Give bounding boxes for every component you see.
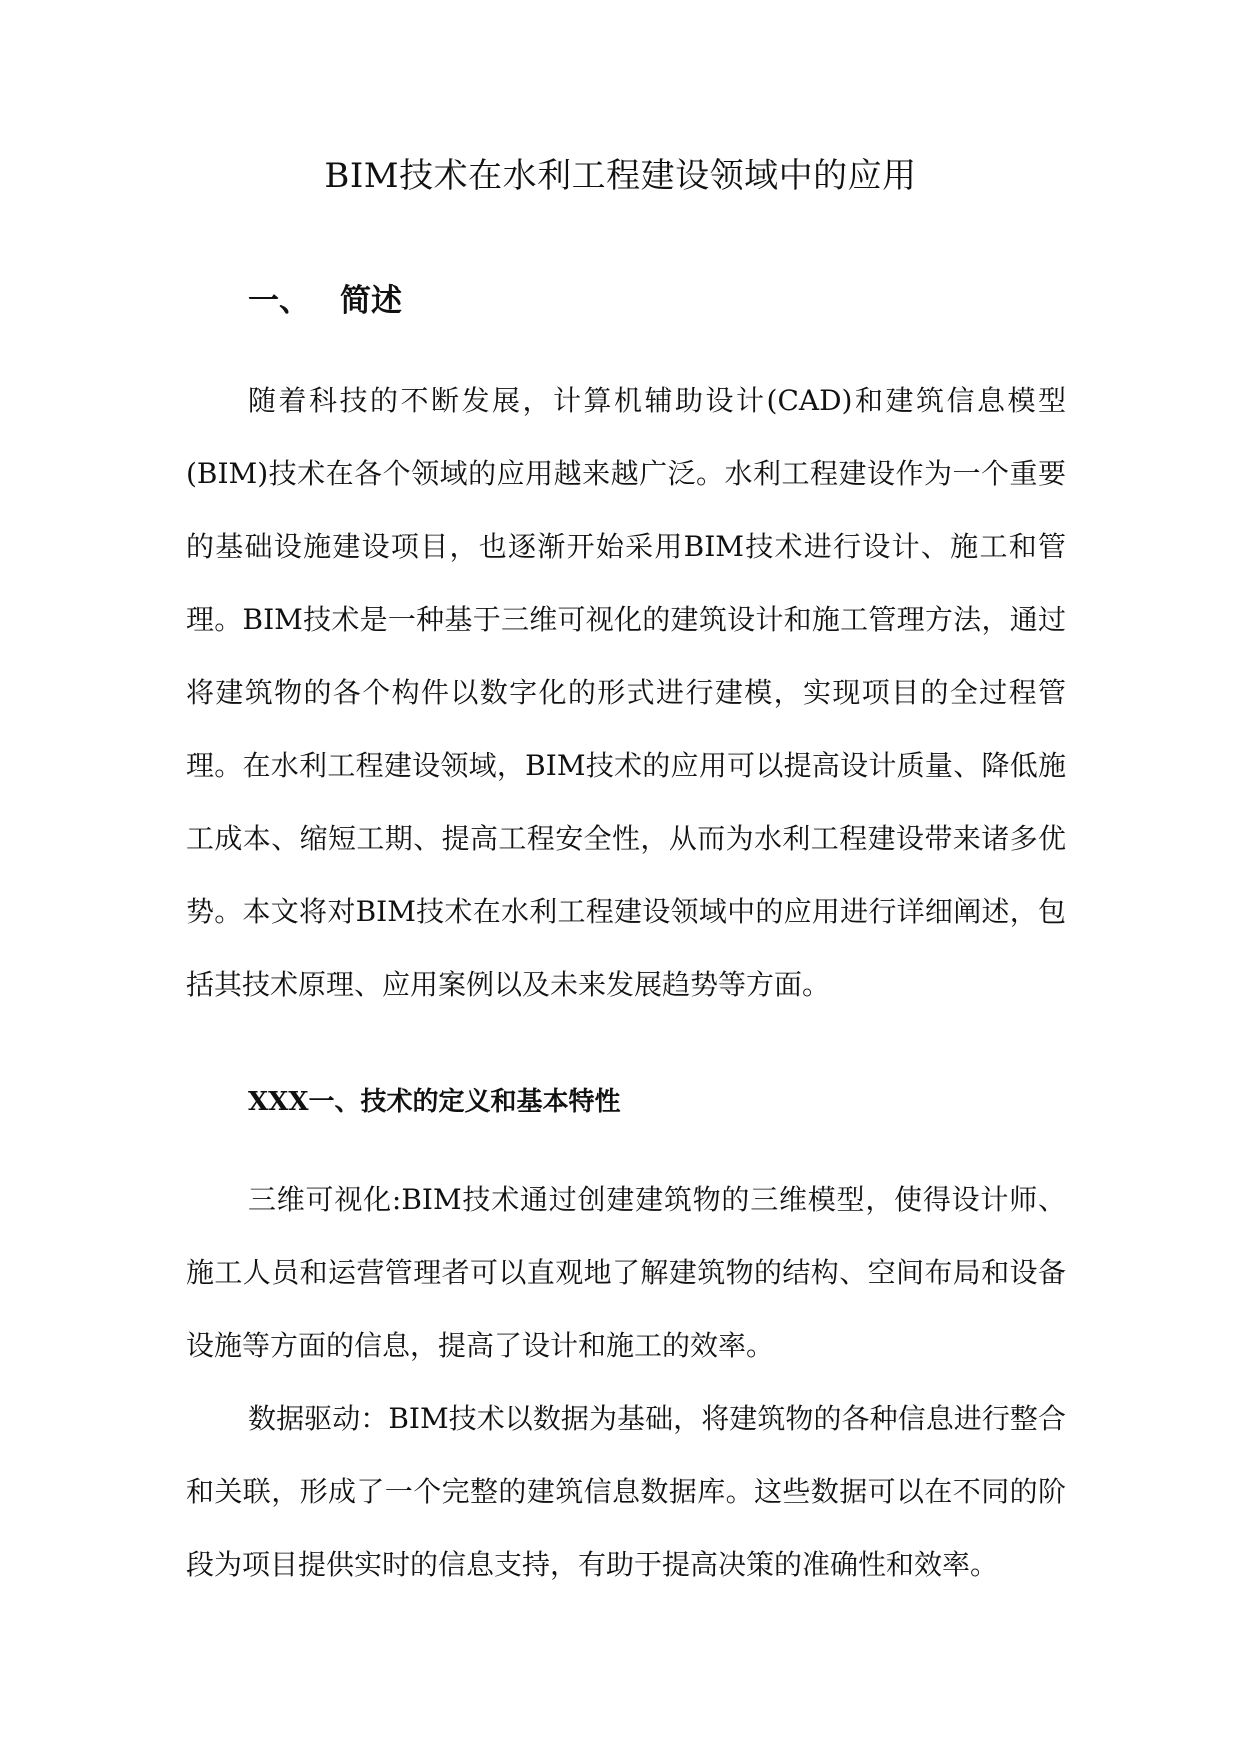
subsection-heading: XXX一、技术的定义和基本特性: [248, 1087, 621, 1117]
intro-paragraph: 随着科技的不断发展，计算机辅助设计(CAD)和建筑信息模型(BIM)技术在各个领域的应用越来越广泛。水利工程建设作为一个重要的基础设施建设项目，也逐渐开始采用BIM技术进行设计、施工和管理。BIM技术是一种基于三维可视化的建筑设计和施工管理方法，通过将建筑物的各个构件以数字化的形式进行建模，实现项目的全过程管理。在水利工程建设领域，BIM技术的应用可以提高设计质量、降低施工成本、缩短工期、提高工程安全性，从而为水利工程建设带来诸多优势。本文将对BIM技术在水利工程建设领域中的应用进行详细阐述，包括其技术原理、应用案例以及未来发展趋势等方面。: [186, 384, 1066, 1001]
body-paragraph-visualization: 三维可视化:BIM技术通过创建建筑物的三维模型，使得设计师、施工人员和运营管理者可以直观地了解建筑物的结构、空间布局和设备设施等方面的信息，提高了设计和施工的效率。: [186, 1183, 1066, 1362]
section-heading-text: 简述: [340, 283, 402, 319]
document-title: BIM技术在水利工程建设领域中的应用: [324, 156, 917, 196]
body-paragraph-data-driven: 数据驱动：BIM技术以数据为基础，将建筑物的各种信息进行整合和关联，形成了一个完整的建筑信息数据库。这些数据可以在不同的阶段为项目提供实时的信息支持，有助于提高决策的准确性和效率。: [186, 1402, 1066, 1581]
section-heading: [248, 279, 402, 323]
section-number: 一、: [248, 283, 310, 319]
